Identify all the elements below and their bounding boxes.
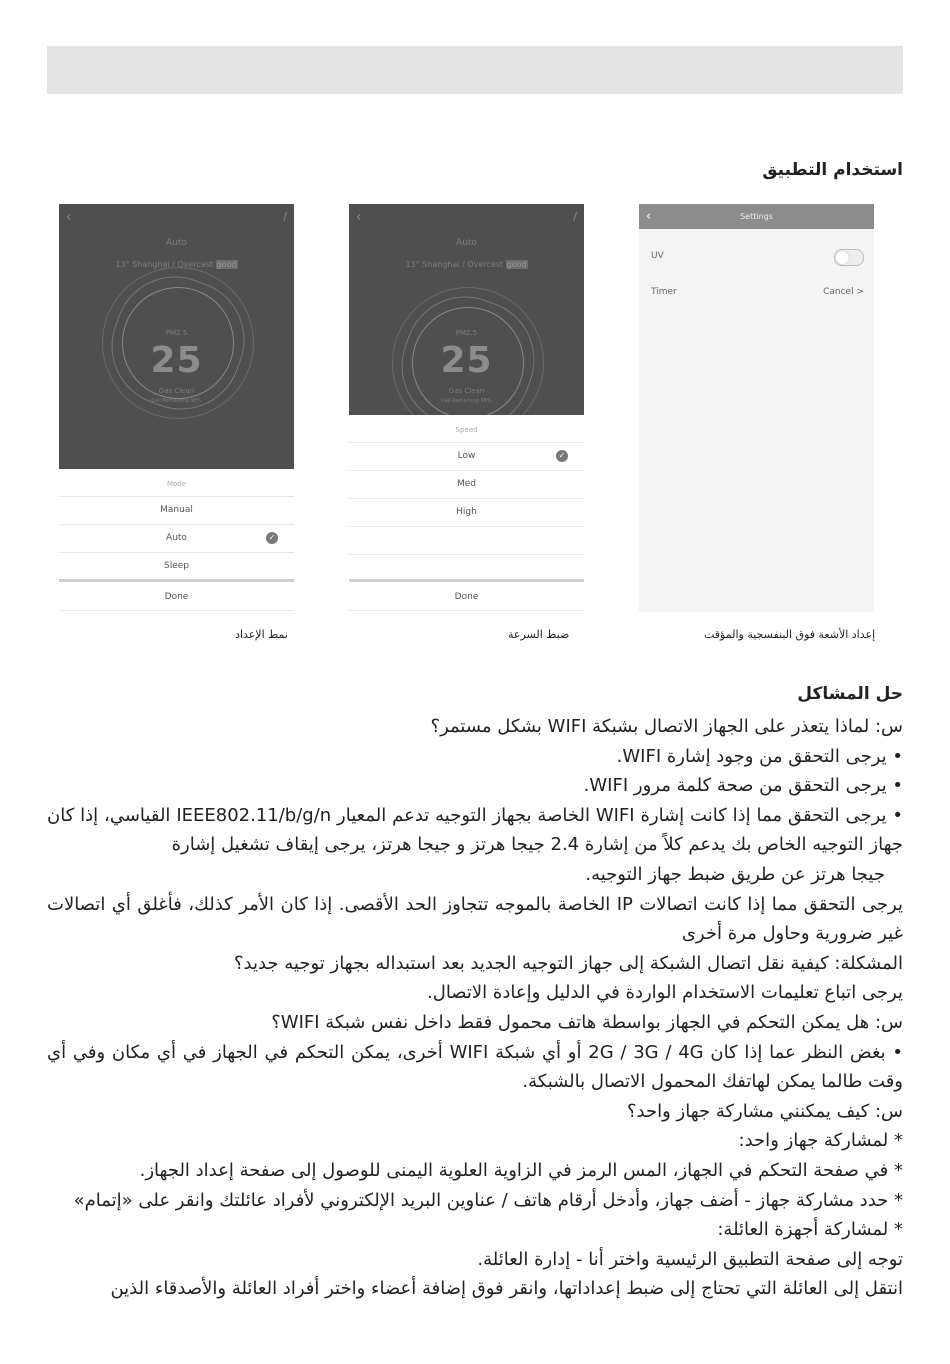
back-icon[interactable]: ‹ (646, 209, 652, 224)
divider (349, 579, 584, 582)
paragraph: • بغض النظر عما إذا كان 2G / 3G / 4G أو أي شبكة WIFI أخرى، يمكن التحكم في الجهاز في أي مكان وفي أي وقت طالما يمكن لهاتفك المحمول الاتصال بالشبكة. (47, 1041, 904, 1093)
paragraph: س: كيف يمكنني مشاركة جهاز واحد؟ (626, 1100, 903, 1122)
caption-settings: إعداد الأشعة فوق البنفسجية والمؤقت (704, 628, 876, 641)
caption-mode: نمط الإعداد (235, 628, 288, 641)
paragraph: يرجى اتباع تعليمات الاستخدام الواردة في الدليل وإعادة الاتصال. (427, 982, 903, 1004)
option-low[interactable]: Low (349, 443, 584, 471)
paragraph: • يرجى التحقق من صحة كلمة مرور WIFI. (583, 775, 903, 797)
uv-toggle[interactable] (834, 249, 864, 266)
option-empty (349, 527, 584, 555)
option-auto[interactable]: Auto (59, 525, 294, 553)
status-text: Gas Clean (448, 387, 485, 395)
timer-row[interactable] (639, 277, 874, 307)
section-title-troubleshooting: حل المشاكل (797, 684, 903, 704)
paragraph: * لمشاركة جهاز واحد: (738, 1130, 903, 1152)
troubleshooting-text (47, 712, 903, 1304)
options-header: Speed (349, 418, 584, 443)
divider (59, 579, 294, 582)
mode-label: Auto (456, 238, 477, 248)
paragraph: جيجا هرتز عن طريق ضبط جهاز التوجيه. (585, 863, 885, 885)
paragraph: توجه إلى صفحة التطبيق الرئيسية واختر أنا - إدارة العائلة. (477, 1248, 903, 1270)
paragraph: * لمشاركة أجهزة العائلة: (717, 1219, 903, 1241)
paragraph: المشكلة: كيفية نقل اتصال الشبكة إلى جهاز التوجيه الجديد بعد استبداله بجهاز توجيه جديد؟ (233, 952, 903, 974)
uv-row (639, 241, 874, 271)
paragraph: • يرجى التحقق مما إذا كانت إشارة WIFI الخاصة بجهاز التوجيه تدعم المعيار IEEE802.11/b/g/n القياسي، إذا كان جهاز التوجيه الخاص بك يدعم كلاً من إشارة 2.4 جيجا هرتز و جيجا هرتز، يرجى إيقاف تشغيل إشارة (47, 804, 904, 856)
air-quality-panel (59, 204, 294, 469)
back-icon[interactable]: ‹ (356, 210, 362, 225)
paragraph: يرجى التحقق مما إذا كانت اتصالات IP الخاصة بالموجه تتجاوز الحد الأقصى. إذا كان الأمر كذلك، فأغلق أي اتصالات غير ضرورية وحاول مرة أخرى (47, 893, 903, 945)
mode-label: Auto (166, 238, 187, 248)
paragraph: س: هل يمكن التحكم في الجهاز بواسطة هاتف محمول فقط داخل نفس شبكة WIFI؟ (271, 1011, 903, 1033)
paragraph: • يرجى التحقق من وجود إشارة WIFI. (616, 745, 903, 767)
settings-titlebar (639, 204, 874, 229)
edit-icon[interactable]: ∕ (283, 210, 287, 223)
header-bar (47, 46, 903, 94)
option-high[interactable]: High (349, 499, 584, 527)
pm-label: PM2.5 (455, 329, 478, 337)
paragraph: * في صفحة التحكم في الجهاز، المس الرمز في الزاوية العلوية اليمنى للوصول إلى صفحة إعداد الجهاز. (139, 1159, 903, 1181)
edit-icon[interactable]: ∕ (573, 210, 577, 223)
screenshot-mode (59, 204, 294, 612)
option-med[interactable]: Med (349, 471, 584, 499)
check-icon: ✓ (266, 532, 278, 544)
option-manual[interactable]: Manual (59, 497, 294, 525)
paragraph: * حدد مشاركة جهاز - أضف جهاز، وأدخل أرقام هاتف / عناوين البريد الإلكتروني لأفراد عائلتك وانقر على «إتمام» (73, 1189, 903, 1211)
timer-value[interactable]: Cancel > (823, 287, 864, 297)
check-icon: ✓ (556, 450, 568, 462)
pm-label: PM2.5 (165, 329, 188, 337)
caption-speed: ضبط السرعة (508, 628, 570, 641)
weather-line: 13° Shanghai / Overcast good (405, 260, 527, 269)
paragraph: انتقل إلى العائلة التي تحتاج إلى ضبط إعداداتها، وانقر فوق إضافة أعضاء واختر أفراد العائلة والأصدقاء الذين (110, 1278, 903, 1300)
status-text: Gas Clean (158, 387, 195, 395)
back-icon[interactable]: ‹ (66, 210, 72, 225)
section-title-app: استخدام التطبيق (762, 160, 903, 180)
weather-line: 13° Shanghai / Overcast good (115, 260, 237, 269)
pm-value: 25 (440, 340, 493, 381)
option-sleep[interactable]: Sleep (59, 553, 294, 580)
remaining-text: Cell Remaining 98% (151, 398, 202, 404)
done-button[interactable]: Done (349, 584, 584, 611)
pm-value: 25 (150, 340, 203, 381)
screenshot-speed (349, 204, 584, 612)
screenshot-settings (639, 204, 874, 612)
paragraph: س: لماذا يتعذر على الجهاز الاتصال بشبكة WIFI بشكل مستمر؟ (430, 716, 903, 737)
uv-label: UV (651, 251, 664, 261)
done-button[interactable]: Done (59, 584, 294, 611)
air-quality-panel (349, 204, 584, 415)
options-header: Mode (59, 472, 294, 497)
timer-label: Timer (651, 287, 677, 297)
settings-title: Settings (740, 212, 773, 221)
remaining-text: Cell Remaining 98% (441, 398, 492, 404)
